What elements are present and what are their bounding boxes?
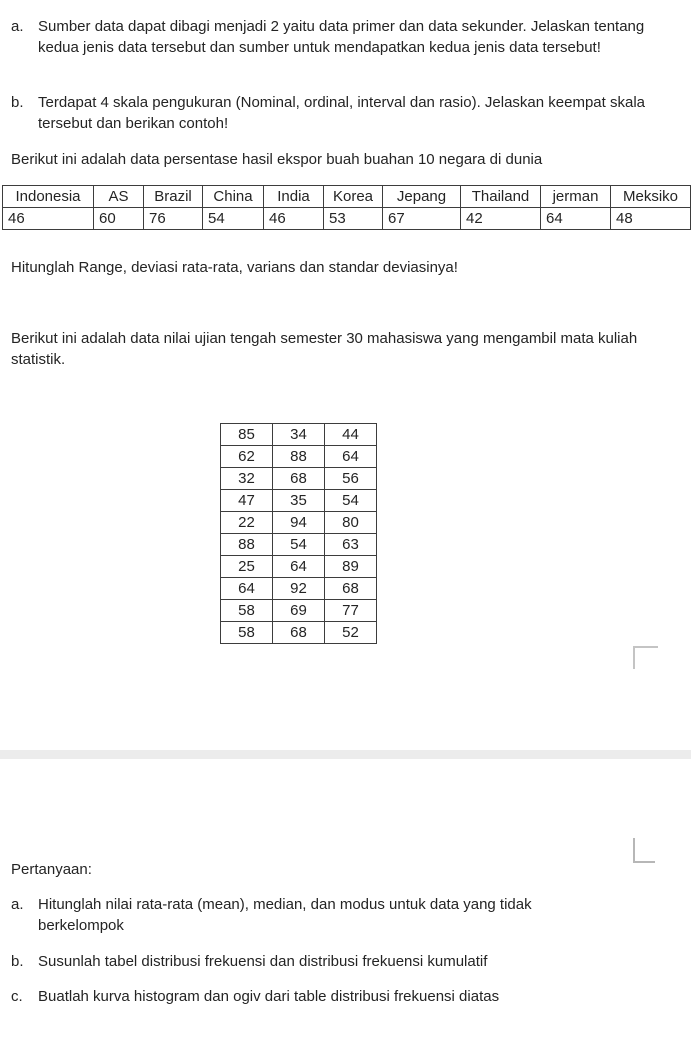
export-table-header-cell: jerman bbox=[541, 186, 611, 208]
exam-table-row bbox=[221, 534, 377, 556]
export-table-header-cell: Meksiko bbox=[611, 186, 691, 208]
exam-table-cell: 88 bbox=[273, 446, 325, 468]
exam-table-cell: 35 bbox=[273, 490, 325, 512]
exam-table-cell: 54 bbox=[273, 534, 325, 556]
exam-table-cell: 80 bbox=[325, 512, 377, 534]
export-table bbox=[2, 185, 691, 230]
list-marker: b. bbox=[11, 94, 24, 111]
list-marker: a. bbox=[11, 896, 24, 913]
exam-table-cell: 85 bbox=[221, 424, 273, 446]
exam-table-cell: 47 bbox=[221, 490, 273, 512]
export-table-value-cell: 60 bbox=[94, 208, 144, 230]
exam-scores-table bbox=[220, 423, 377, 644]
exam-table-row bbox=[221, 578, 377, 600]
exam-table-cell: 69 bbox=[273, 600, 325, 622]
question-item-b bbox=[11, 92, 646, 134]
export-table-header-cell: AS bbox=[94, 186, 144, 208]
exam-table-cell: 63 bbox=[325, 534, 377, 556]
question-item-b2 bbox=[11, 951, 646, 972]
exam-table-cell: 68 bbox=[273, 468, 325, 490]
page-corner-mark-icon bbox=[633, 646, 658, 669]
exam-table-cell: 22 bbox=[221, 512, 273, 534]
exam-table-cell: 92 bbox=[273, 578, 325, 600]
exam-table-cell: 77 bbox=[325, 600, 377, 622]
question-text: Hitunglah nilai rata-rata (mean), median, dan modus untuk data yang tidak berkelompok bbox=[38, 896, 532, 934]
exam-table-row bbox=[221, 556, 377, 578]
exam-table-cell: 32 bbox=[221, 468, 273, 490]
exam-table-cell: 58 bbox=[221, 600, 273, 622]
export-table-value-cell: 64 bbox=[541, 208, 611, 230]
questions-title: Pertanyaan: bbox=[11, 861, 92, 878]
question-text: Terdapat 4 skala pengukuran (Nominal, ordinal, interval dan rasio). Jelaskan keempat skala tersebut dan berikan contoh! bbox=[38, 94, 645, 132]
exam-table-cell: 64 bbox=[273, 556, 325, 578]
exam-table-row bbox=[221, 512, 377, 534]
exam-table-cell: 54 bbox=[325, 490, 377, 512]
export-table-header-cell: Brazil bbox=[144, 186, 203, 208]
exam-table-cell: 68 bbox=[273, 622, 325, 644]
exam-table-cell: 64 bbox=[221, 578, 273, 600]
exam-table-cell: 68 bbox=[325, 578, 377, 600]
exam-table-row bbox=[221, 490, 377, 512]
exam-table-cell: 62 bbox=[221, 446, 273, 468]
exam-table-row bbox=[221, 446, 377, 468]
export-table-value-cell: 42 bbox=[461, 208, 541, 230]
export-table-header-cell: Korea bbox=[324, 186, 383, 208]
question-item-a2 bbox=[11, 894, 646, 936]
question-item-c2 bbox=[11, 986, 646, 1007]
exam-table-row bbox=[221, 622, 377, 644]
export-table-header-cell: Indonesia bbox=[3, 186, 94, 208]
export-table-value-cell: 46 bbox=[3, 208, 94, 230]
export-table-value-cell: 54 bbox=[203, 208, 264, 230]
exam-table-row bbox=[221, 468, 377, 490]
question-text: Sumber data dapat dibagi menjadi 2 yaitu data primer dan data sekunder. Jelaskan tentang kedua jenis data tersebut dan sumber untuk mendapatkan kedua jenis data tersebut! bbox=[38, 18, 645, 56]
export-table-header-cell: Thailand bbox=[461, 186, 541, 208]
question-item-a bbox=[11, 16, 646, 58]
export-table-value-cell: 76 bbox=[144, 208, 203, 230]
exam-table-cell: 94 bbox=[273, 512, 325, 534]
exam-table-cell: 52 bbox=[325, 622, 377, 644]
exam-table-row bbox=[221, 424, 377, 446]
export-table-header-cell: Jepang bbox=[383, 186, 461, 208]
exam-table-cell: 58 bbox=[221, 622, 273, 644]
exam-table-cell: 88 bbox=[221, 534, 273, 556]
exam-table-row bbox=[221, 600, 377, 622]
page-break-divider bbox=[0, 750, 691, 759]
export-table-header-cell: India bbox=[264, 186, 324, 208]
export-table-value-cell: 46 bbox=[264, 208, 324, 230]
export-task-paragraph: Hitunglah Range, deviasi rata-rata, varians dan standar deviasinya! bbox=[11, 259, 458, 276]
export-table-value-cell: 48 bbox=[611, 208, 691, 230]
list-marker: c. bbox=[11, 988, 23, 1005]
question-text: Susunlah tabel distribusi frekuensi dan distribusi frekuensi kumulatif bbox=[38, 953, 488, 970]
exam-table-cell: 44 bbox=[325, 424, 377, 446]
exam-table-cell: 56 bbox=[325, 468, 377, 490]
export-table-value-cell: 53 bbox=[324, 208, 383, 230]
export-table-header-cell: China bbox=[203, 186, 264, 208]
list-marker: b. bbox=[11, 953, 24, 970]
exam-table-cell: 34 bbox=[273, 424, 325, 446]
exam-table-cell: 25 bbox=[221, 556, 273, 578]
page-corner-mark-icon bbox=[633, 838, 655, 863]
export-intro-paragraph: Berikut ini adalah data persentase hasil ekspor buah buahan 10 negara di dunia bbox=[11, 151, 543, 168]
exam-table-cell: 89 bbox=[325, 556, 377, 578]
exam-table-cell: 64 bbox=[325, 446, 377, 468]
question-text: Buatlah kurva histogram dan ogiv dari table distribusi frekuensi diatas bbox=[38, 988, 500, 1005]
export-table-value-cell: 67 bbox=[383, 208, 461, 230]
exam-intro-paragraph: Berikut ini adalah data nilai ujian tengah semester 30 mahasiswa yang mengambil mata kuliah statistik. bbox=[11, 330, 638, 368]
list-marker: a. bbox=[11, 18, 24, 35]
